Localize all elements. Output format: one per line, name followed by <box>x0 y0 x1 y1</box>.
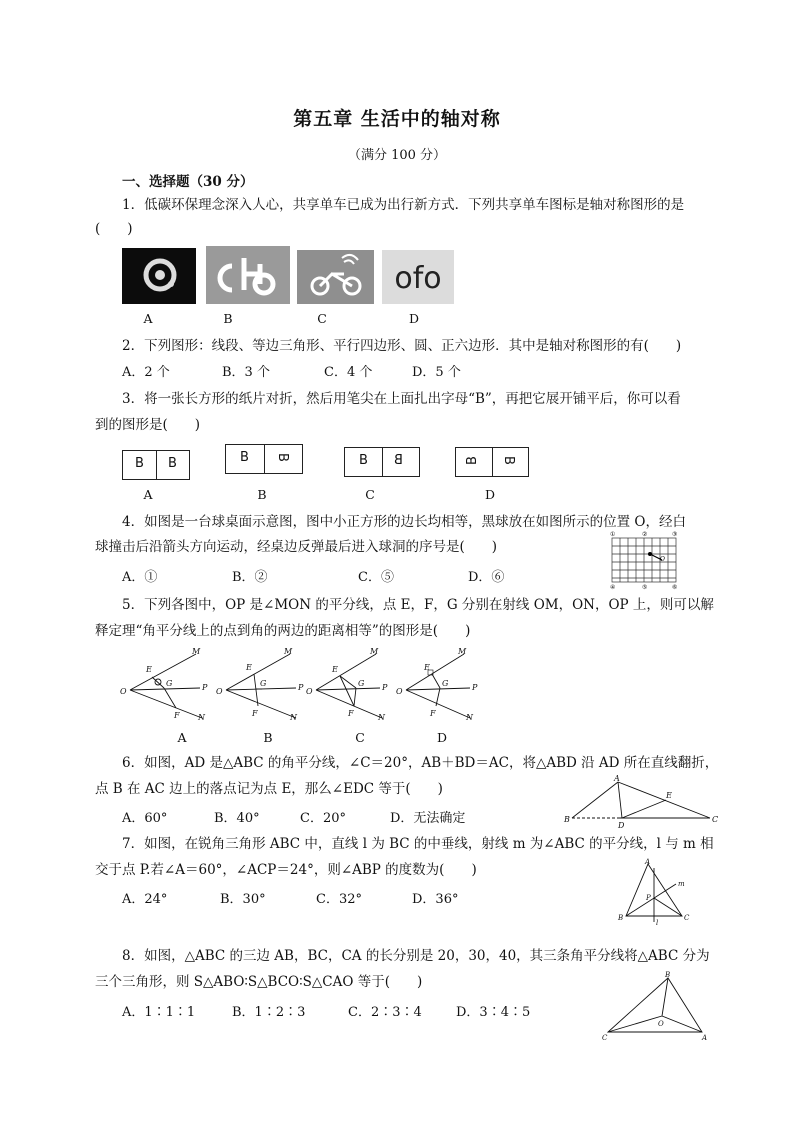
q8-text-2: 三个三角形，则 S△ABO∶S△BCO∶S△CAO 等于( ) <box>95 974 423 990</box>
label-a: A <box>645 858 651 866</box>
q3-caption-c: C <box>365 487 375 502</box>
label-g: G <box>358 679 365 688</box>
q3-figure-c <box>344 447 420 477</box>
q8-text: 8．如图，△ABC 的三边 AB，BC，CA 的长分别是 20，30，40，其三条角平分线将△ABC 分为 <box>122 948 710 964</box>
label-p: P <box>202 683 208 692</box>
letter-b-left: B <box>359 453 368 468</box>
q4-option-b: B．② <box>232 570 268 585</box>
q2-option-a: A．2 个 <box>122 365 170 380</box>
pocket-1-label: ① <box>610 531 616 538</box>
label-g: G <box>260 679 267 688</box>
label-l: l <box>656 919 659 926</box>
q7-option-d: D．36° <box>412 892 459 907</box>
q8-option-a: A．1∶1∶1 <box>122 1005 196 1020</box>
label-c: C <box>602 1034 608 1042</box>
label-g: G <box>166 679 173 688</box>
label-m: M <box>192 647 201 656</box>
label-m: M <box>284 647 293 656</box>
label-e: E <box>332 665 338 674</box>
q6-option-c: C．20° <box>300 811 346 826</box>
q5-figure-d <box>406 654 470 718</box>
q3-text: 3．将一张长方形的纸片对折，然后用笔尖在上面扎出字母“B”，再把它展开铺平后，你可以看 <box>122 391 681 407</box>
q6-option-a: A．60° <box>122 811 168 826</box>
label-g: G <box>442 679 449 688</box>
q1-logos <box>120 244 460 306</box>
label-n: N <box>378 713 385 722</box>
q8-option-b: B．1∶2∶3 <box>232 1005 306 1020</box>
q4-option-c: C．⑤ <box>358 570 394 585</box>
q2-option-d: D．5 个 <box>412 365 461 380</box>
q1-caption-a: A <box>143 311 153 326</box>
label-e: E <box>246 663 252 672</box>
label-a: A <box>702 1034 708 1042</box>
label-o: O <box>658 1020 664 1028</box>
label-p: P <box>472 683 478 692</box>
label-o: O <box>306 687 313 696</box>
q5-caption-c: C <box>355 730 365 745</box>
pocket-3-label: ③ <box>672 531 678 538</box>
q3-figure-d <box>455 447 529 477</box>
q4-text-2: 球撞击后沿箭头方向运动，经桌边反弹最后进入球洞的序号是( ) <box>95 539 498 555</box>
q7-option-c: C．32° <box>316 892 362 907</box>
q1-text-2: ( ) <box>95 221 133 237</box>
q2-option-b: B．3 个 <box>222 365 270 380</box>
q3-figure-a <box>122 450 190 480</box>
q7-triangle-figure <box>612 858 696 926</box>
q7-option-a: A．24° <box>122 892 168 907</box>
q6-text-2: 点 B 在 AC 边上的落点记为点 E，那么∠EDC 等于( ) <box>95 781 443 797</box>
label-b: B <box>665 971 671 979</box>
q3-caption-a: A <box>143 487 153 502</box>
label-b: B <box>618 914 624 922</box>
bike-logo-c <box>297 250 374 304</box>
label-o: O <box>216 687 223 696</box>
q5-caption-b: B <box>263 730 273 745</box>
page-title: 第五章 生活中的轴对称 <box>293 108 501 130</box>
label-p: P <box>298 683 304 692</box>
bike-logo-d <box>382 250 454 304</box>
q1-caption-d: D <box>408 311 420 326</box>
letter-b-rotated: B <box>274 453 290 462</box>
q3-figure-b <box>225 444 303 474</box>
q4-text: 4．如图是一台球桌面示意图，图中小正方形的边长均相等，黑球放在如图所示的位置 O，经白 <box>122 514 686 530</box>
q7-text: 7．如图，在锐角三角形 ABC 中，直线 l 为 BC 的中垂线，射线 m 为∠ABC 的平分线，l 与 m 相 <box>122 836 714 852</box>
label-m: m <box>678 880 685 888</box>
q1-text: 1．低碳环保理念深入人心，共享单车已成为出行新方式．下列共享单车图标是轴对称图形的是 <box>122 197 685 213</box>
label-a: A <box>614 774 620 783</box>
q7-text-2: 交于点 P.若∠A＝60°，∠ACP＝24°，则∠ABP 的度数为( ) <box>95 862 477 878</box>
q6-text: 6．如图，AD 是△ABC 的角平分线，∠C＝20°，AB＋BD＝AC，将△ABD 沿 AD 所在直线翻折， <box>122 755 719 771</box>
pocket-2-label: ② <box>642 531 648 538</box>
label-b: B <box>564 815 570 824</box>
q2-text: 2．下列图形：线段、等边三角形、平行四边形、圆、正六边形．其中是轴对称图形的有( ) <box>122 338 682 354</box>
q5-caption-d: D <box>436 730 448 745</box>
label-p: P <box>382 683 388 692</box>
letter-b-mirrored: B <box>394 453 403 468</box>
letter-b-rotated-left: B <box>464 456 480 465</box>
bike-logo-a <box>122 248 196 304</box>
letter-b-right: B <box>168 456 177 471</box>
letter-b-rotated-right: B <box>500 456 516 465</box>
label-o: O <box>120 687 127 696</box>
billiard-table-figure <box>604 530 682 590</box>
label-m: M <box>370 647 379 656</box>
label-f: F <box>430 709 436 718</box>
pocket-4-label: ④ <box>610 584 616 590</box>
q2-option-c: C．4 个 <box>324 365 373 380</box>
q1-caption-b: B <box>223 311 233 326</box>
label-o: O <box>396 687 403 696</box>
q6-option-b: B．40° <box>214 811 260 826</box>
label-p: P <box>646 894 651 902</box>
q3-caption-b: B <box>257 487 267 502</box>
label-e: E <box>666 791 672 800</box>
label-n: N <box>198 713 205 722</box>
section-heading: 一、选择题（30 分） <box>122 174 254 190</box>
label-f: F <box>252 709 258 718</box>
q8-option-d: D．3∶4∶5 <box>456 1005 531 1020</box>
q1-caption-c: C <box>317 311 327 326</box>
label-n: N <box>290 713 297 722</box>
q4-option-a: A．① <box>122 570 158 585</box>
q4-option-d: D．⑥ <box>468 570 505 585</box>
q8-option-c: C．2∶3∶4 <box>348 1005 422 1020</box>
q6-option-d: D．无法确定 <box>390 811 466 826</box>
label-n: N <box>466 713 473 722</box>
bike-logo-b <box>206 246 290 304</box>
label-d: D <box>618 821 625 830</box>
ball-o-label: O <box>660 556 665 563</box>
letter-b-left: B <box>240 450 249 465</box>
q5-caption-a: A <box>177 730 187 745</box>
ofo-logo-text: ofo <box>394 261 442 296</box>
q5-text: 5．下列各图中，OP 是∠MON 的平分线，点 E，F，G 分别在射线 OM，ON，OP 上，则可以解 <box>122 597 714 613</box>
page-subtitle: （满分 100 分） <box>347 148 447 163</box>
pocket-5-label: ⑤ <box>642 584 648 590</box>
pocket-6-label: ⑥ <box>672 584 678 590</box>
label-c: C <box>684 914 690 922</box>
q8-triangle-figure <box>598 970 714 1042</box>
label-m: M <box>458 647 467 656</box>
q3-caption-d: D <box>484 487 496 502</box>
label-c: C <box>712 815 719 824</box>
q7-option-b: B．30° <box>220 892 266 907</box>
label-f: F <box>174 711 180 720</box>
q6-triangle-figure <box>560 774 722 830</box>
q3-text-2: 到的图形是( ) <box>95 417 201 433</box>
label-e: E <box>146 665 152 674</box>
letter-b-left: B <box>135 456 144 471</box>
label-f: F <box>348 709 354 718</box>
q5-figures <box>118 644 490 726</box>
q5-text-2: 释定理“角平分线上的点到角的两边的距离相等”的图形是( ) <box>95 623 471 639</box>
label-e: E <box>424 663 430 672</box>
